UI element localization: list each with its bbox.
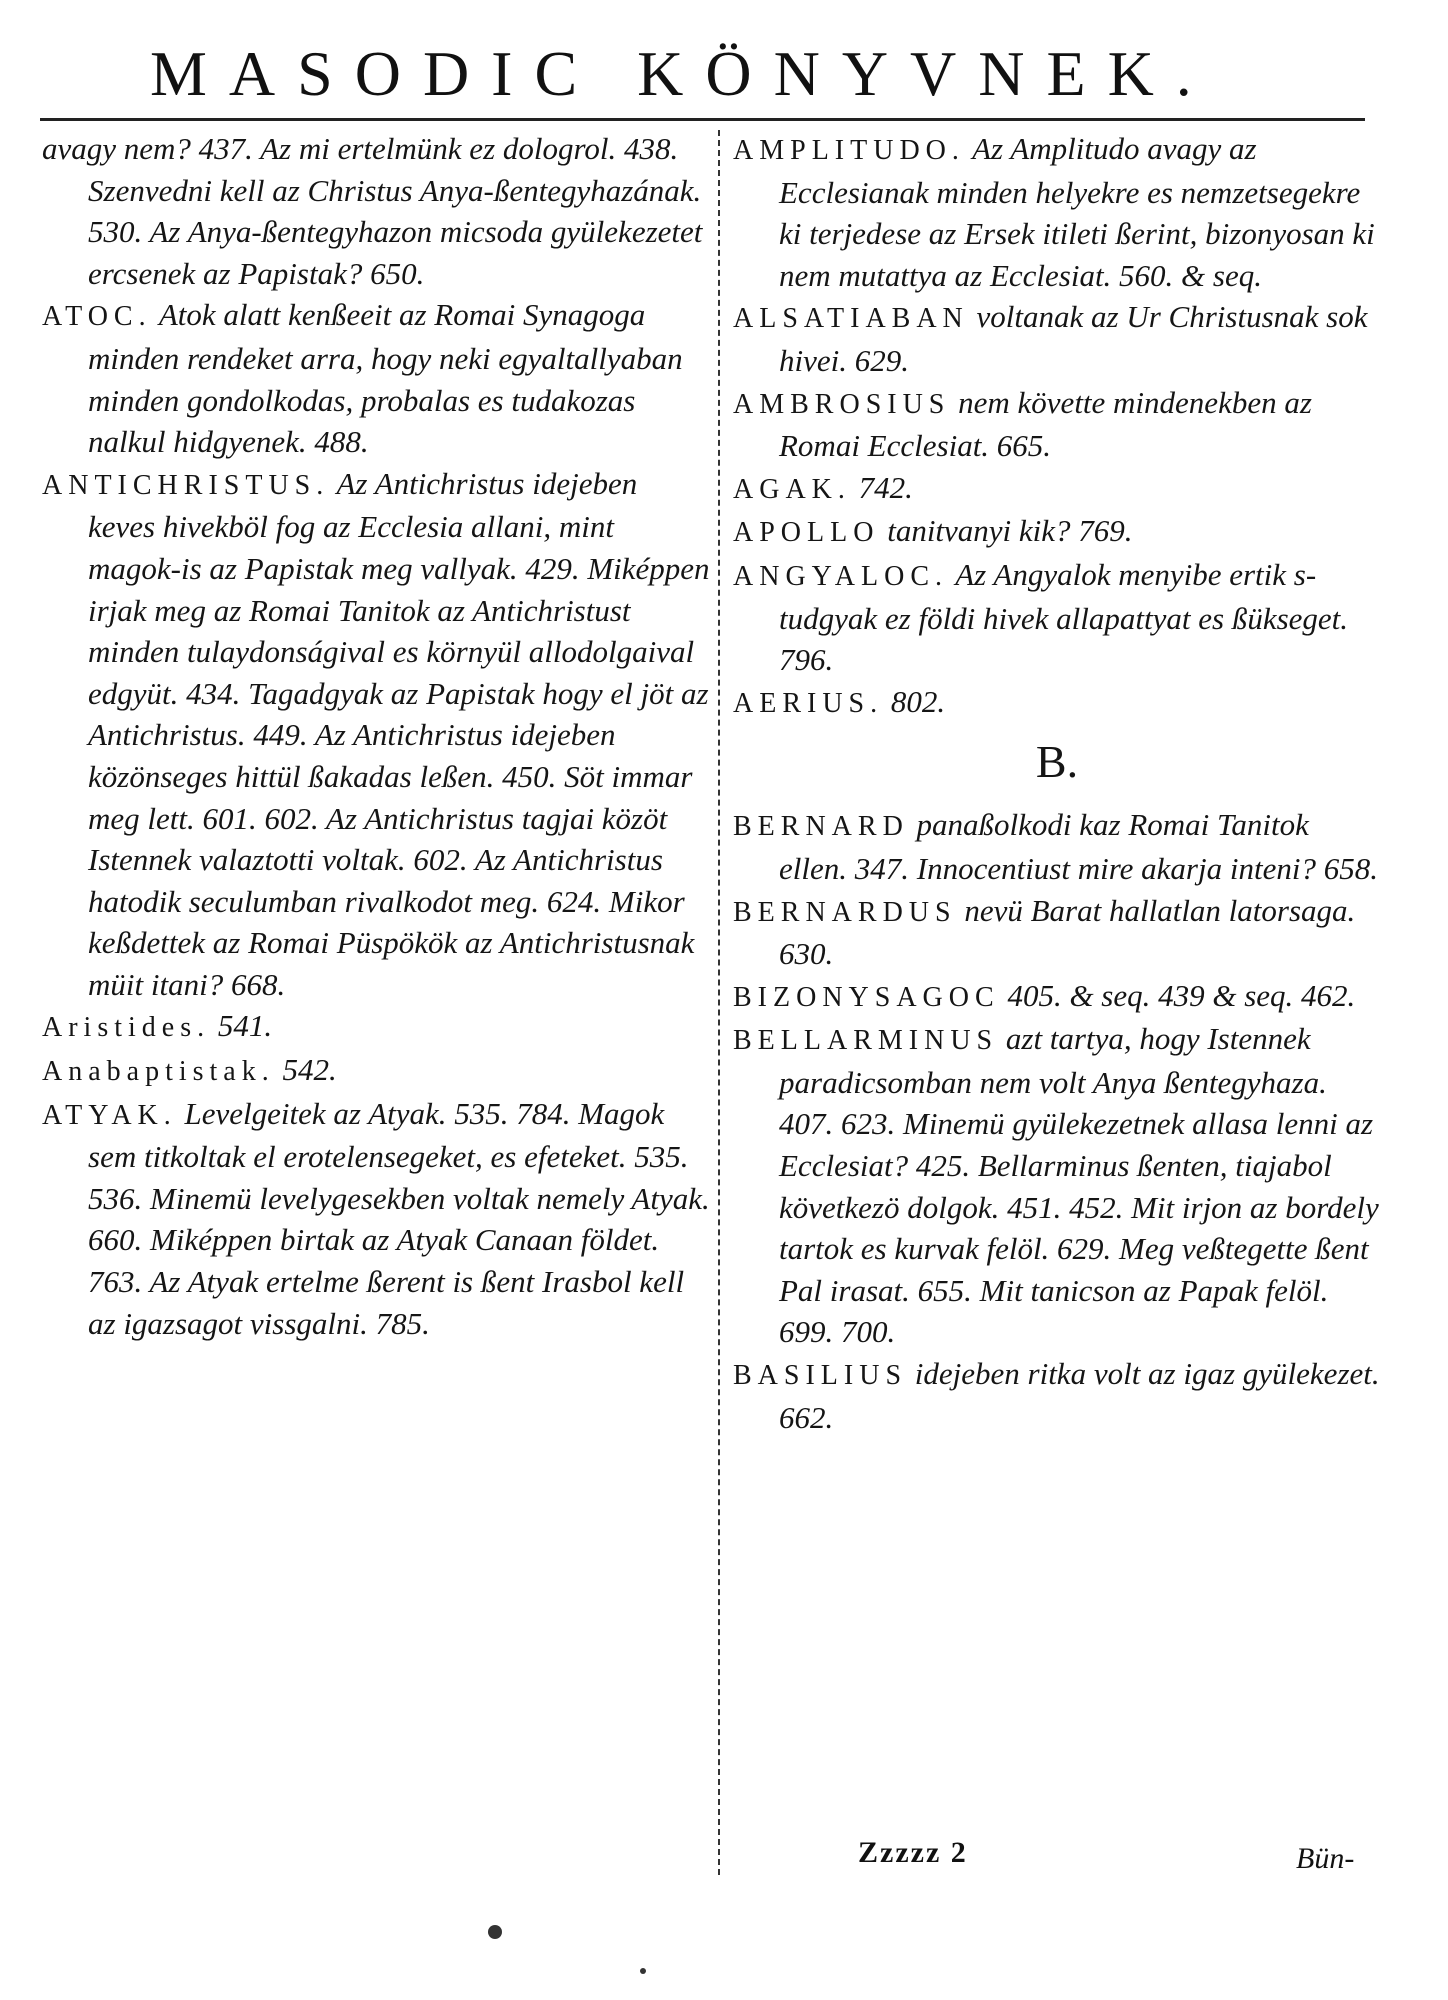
header-rule [40,118,1365,121]
index-entry: AGAK. 742. [733,469,913,505]
entry-head: AERIUS. [733,687,884,719]
index-entry: ALSATIABAN voltanak az Ur Christusnak sok hivei. 629. [733,299,1368,378]
index-entry: BERNARDUS nevü Barat hallatlan latorsaga. 630. [733,892,1356,972]
index-entry: APOLLO tanitvanyi kik? 769. [733,513,1133,549]
index-entry: ANGYALOC. Az Angyalok menyibe ertik s- tudgyak ez földi hivek allapattyat es ßükseget. 796. [733,556,1349,678]
index-entry: ATOC. Atok alatt kenßeeit az Romai Synagoga minden rendeket arra, hogy neki egyaltallyaban minden gondolkodas, probalas es tudakozas nalkul hidgyenek. 488. [42,297,683,460]
index-entry: AMPLITUDO. Az Amplitudo avagy az Ecclesianak minden helyekre es nemzetsegekre ki terjedese az Ersek itileti ßerint, bizonyosan ki nem mutattya az Ecclesiat. 560. & seq. [733,131,1375,293]
index-entry: Aristides. 541. [42,1008,273,1044]
entry-head: ANGYALOC. [733,560,948,592]
entry-head: BASILIUS [733,1360,908,1392]
entry-head: AGAK. [733,473,851,505]
ink-speck [640,1968,646,1974]
entry-head: APOLLO [733,517,880,549]
signature-mark: Zzzzz 2 [858,1836,968,1869]
entry-head: AMPLITUDO. [733,135,965,166]
index-entry: ATYAK. Levelgeitek az Atyak. 535. 784. Magok sem titkoltak el erotelensegeket, es efeteket. 535. 536. Minemü levelygesekben voltak nemely Atyak. 660. Miképpen birtak az Atyak Canaan földet. 763. Az Atyak ertelme ßerent is ßent Irasbol kell az igazsagot vissgalni. 785. [42,1095,710,1341]
index-entry: avagy nem? 437. Az mi ertelmünk ez dologrol. 438. Szenvedni kell az Christus Anya-ßentegyhazának. 530. Az Anya-ßentegyhazon micsoda gyülekezetet ercsenek az Papistak? 650. [42,131,703,291]
entry-head: ALSATIABAN [733,303,969,335]
column-divider [718,130,720,1875]
entry-head: AMBROSIUS [733,388,951,420]
index-entry: BERNARD panaßolkodi kaz Romai Tanitok ellen. 347. Innocentiust mire akarja inteni? 658. [733,807,1378,886]
entry-head: ATYAK. [42,1099,177,1131]
index-entry: AMBROSIUS nem követte mindenekben az Romai Ecclesiat. 665. [733,384,1312,464]
entry-head: Aristides. [42,1012,211,1044]
entry-head: BERNARDUS [733,896,957,928]
entry-head: ATOC. [42,301,152,333]
index-entry: ANTICHRISTUS. Az Antichristus idejeben keves hivekböl fog az Ecclesia allani, mint magok-is az Papistak meg vallyak. 429. Miképpen irjak meg az Romai Tanitok az Antichristust minden tulaydonságival es környül allodolgaival edgyüt. 434. Tagadgyak az Papistak hogy el jöt az Antichristus. 449. Az Antichristus idejeben közönseges hittül ßakadas leßen. 450. Söt immar meg lett. 601. 602. Az Antichristus tagjai közöt Istennek valaztotti voltak. 602. Az Antichristus hatodik seculumban rivalkodot meg. 624. Mikor keßdettek az Romai Püspökök az Antichristusnak müit itani? 668. [42,465,710,1002]
entry-head: Anabaptistak. [42,1056,275,1088]
entry-head: BELLARMINUS [733,1025,999,1057]
entry-head: BIZONYSAGOC [733,981,1000,1013]
index-entry: BIZONYSAGOC 405. & seq. 439 & seq. 462. [733,977,1356,1013]
ink-speck [488,1925,502,1939]
catchword: Bün- [1296,1842,1355,1875]
section-letter: B. [1035,736,1079,788]
index-entry: AERIUS. 802. [733,683,946,719]
page-header: MASODIC KÖNYVNEK. [150,38,1214,109]
entry-head: BERNARD [733,811,909,843]
entry-head: ANTICHRISTUS. [42,469,330,501]
index-entry: BASILIUS idejeben ritka volt az igaz gyülekezet. 662. [733,1356,1380,1435]
right-column [733,128,1381,1438]
left-column [42,128,710,1344]
index-entry: BELLARMINUS azt tartya, hogy Istennek paradicsomban nem volt Anya ßentegyhaza. 407. 623. Minemü gyülekezetnek allasa lenni az Ecclesiat? 425. Bellarminus ßenten, tiajabol következö dolgok. 451. 452. Mit irjon az bordely tartok es kurvak felöl. 629. Meg veßtegette ßent Pal irasat. 655. Mit tanicson az Papak felöl. 699. 700. [733,1021,1379,1350]
index-entry: Anabaptistak. 542. [42,1052,337,1088]
